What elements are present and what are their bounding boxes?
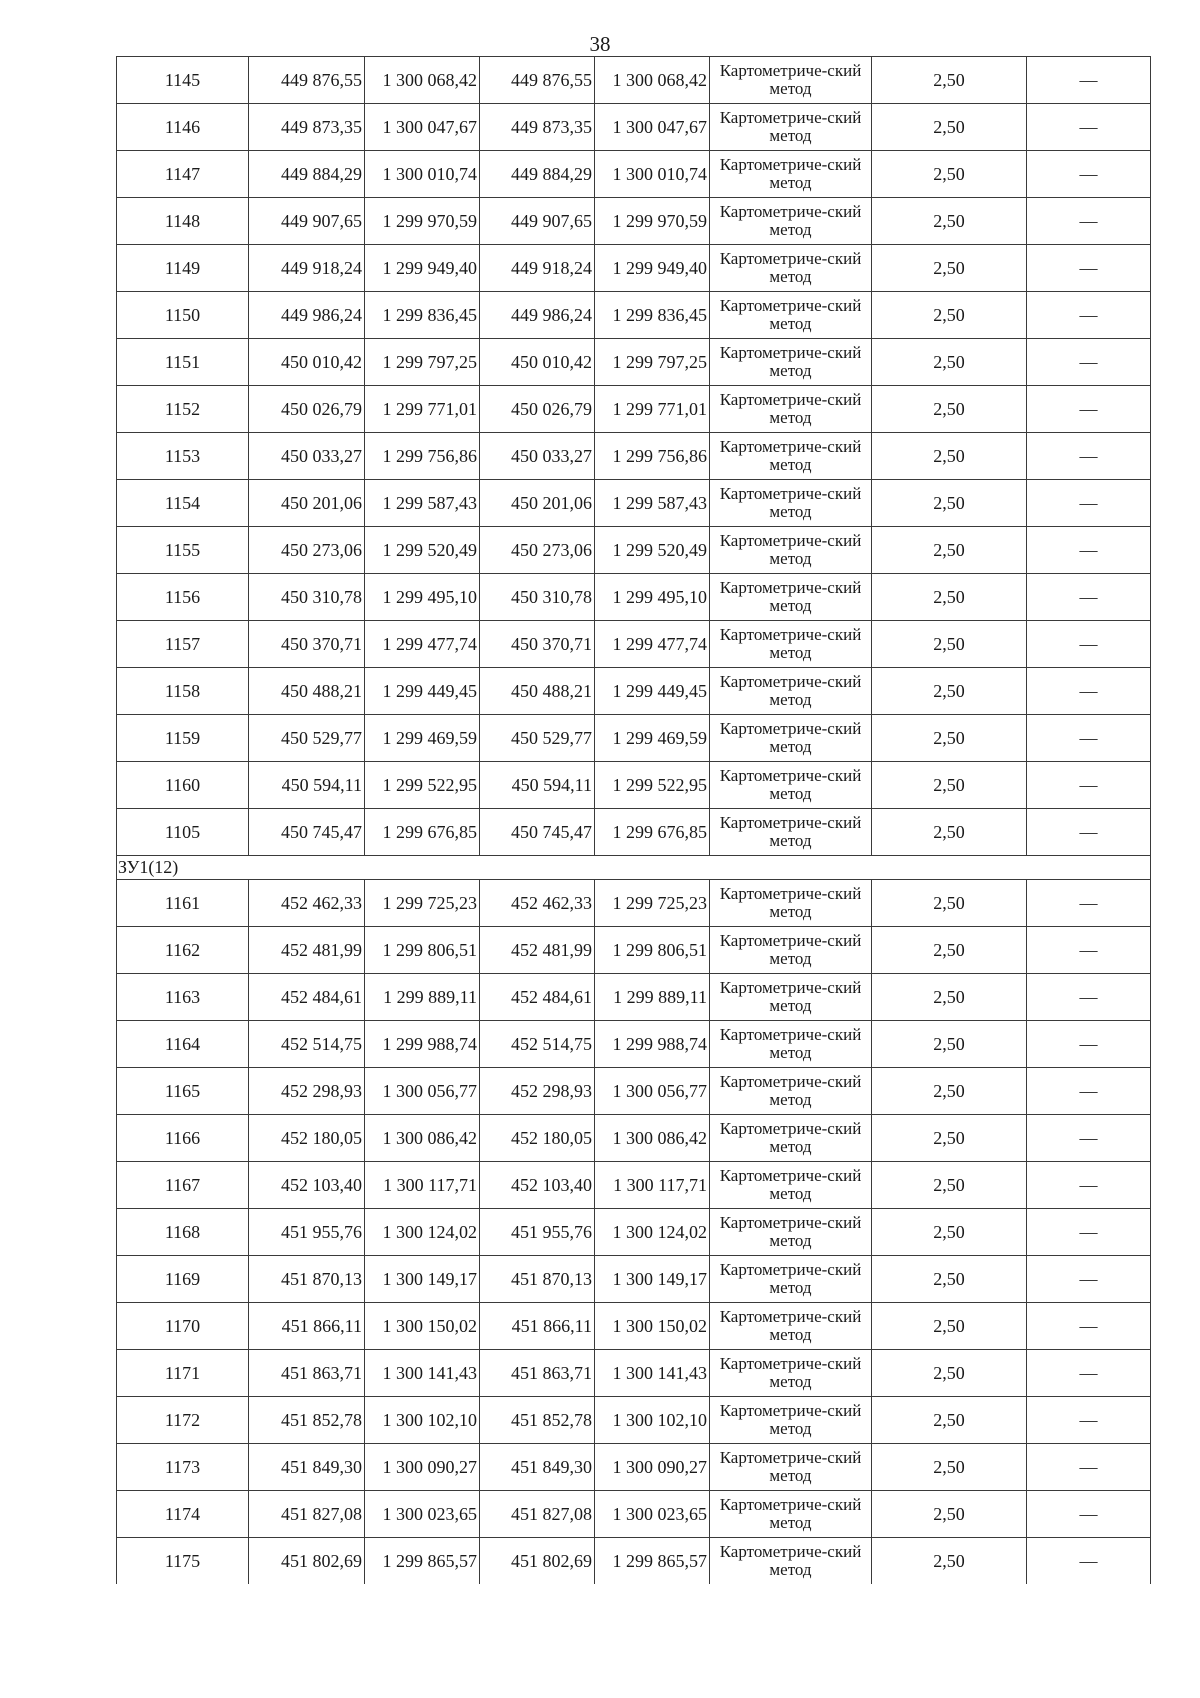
table-row <box>117 1021 1151 1068</box>
cell-point-id: 1105 <box>117 809 249 856</box>
cell-y-new: 1 300 086,42 <box>595 1115 710 1162</box>
table-row <box>117 1162 1151 1209</box>
cell-y-existing: 1 300 150,02 <box>365 1303 480 1350</box>
cell-point-id: 1151 <box>117 339 249 386</box>
cell-y-existing: 1 299 949,40 <box>365 245 480 292</box>
table-row <box>117 1209 1151 1256</box>
cell-precision: 2,50 <box>872 927 1027 974</box>
cell-x-existing: 450 033,27 <box>249 433 365 480</box>
cell-point-id: 1165 <box>117 1068 249 1115</box>
cell-y-existing: 1 299 806,51 <box>365 927 480 974</box>
cell-x-existing: 449 907,65 <box>249 198 365 245</box>
cell-y-new: 1 300 117,71 <box>595 1162 710 1209</box>
table-row <box>117 433 1151 480</box>
cell-x-existing: 449 986,24 <box>249 292 365 339</box>
cell-y-new: 1 299 797,25 <box>595 339 710 386</box>
cell-y-new: 1 299 477,74 <box>595 621 710 668</box>
cell-precision: 2,50 <box>872 1068 1027 1115</box>
cell-note: — <box>1027 1350 1151 1397</box>
cell-y-existing: 1 299 988,74 <box>365 1021 480 1068</box>
cell-y-existing: 1 300 047,67 <box>365 104 480 151</box>
cell-y-new: 1 300 149,17 <box>595 1256 710 1303</box>
cell-y-existing: 1 299 469,59 <box>365 715 480 762</box>
cell-y-existing: 1 300 124,02 <box>365 1209 480 1256</box>
cell-x-existing: 451 802,69 <box>249 1538 365 1585</box>
cell-method: Картометриче-ский метод <box>710 480 872 527</box>
table-row <box>117 574 1151 621</box>
cell-y-new: 1 300 150,02 <box>595 1303 710 1350</box>
cell-precision: 2,50 <box>872 974 1027 1021</box>
table-row <box>117 1303 1151 1350</box>
cell-note: — <box>1027 1444 1151 1491</box>
cell-point-id: 1166 <box>117 1115 249 1162</box>
cell-precision: 2,50 <box>872 1209 1027 1256</box>
cell-precision: 2,50 <box>872 809 1027 856</box>
cell-method: Картометриче-ский метод <box>710 1397 872 1444</box>
cell-point-id: 1157 <box>117 621 249 668</box>
table-row <box>117 1256 1151 1303</box>
cell-y-existing: 1 299 889,11 <box>365 974 480 1021</box>
cell-precision: 2,50 <box>872 104 1027 151</box>
cell-x-new: 450 033,27 <box>480 433 595 480</box>
cell-note: — <box>1027 1303 1151 1350</box>
cell-method: Картометриче-ский метод <box>710 668 872 715</box>
cell-x-new: 451 827,08 <box>480 1491 595 1538</box>
cell-x-existing: 451 827,08 <box>249 1491 365 1538</box>
cell-x-existing: 451 866,11 <box>249 1303 365 1350</box>
cell-note: — <box>1027 480 1151 527</box>
cell-point-id: 1163 <box>117 974 249 1021</box>
cell-x-existing: 452 481,99 <box>249 927 365 974</box>
cell-precision: 2,50 <box>872 151 1027 198</box>
cell-point-id: 1168 <box>117 1209 249 1256</box>
cell-y-new: 1 300 102,10 <box>595 1397 710 1444</box>
cell-y-existing: 1 299 676,85 <box>365 809 480 856</box>
cell-method: Картометриче-ский метод <box>710 1256 872 1303</box>
cell-y-existing: 1 300 117,71 <box>365 1162 480 1209</box>
cell-y-new: 1 299 587,43 <box>595 480 710 527</box>
cell-x-new: 451 863,71 <box>480 1350 595 1397</box>
cell-method: Картометриче-ский метод <box>710 1209 872 1256</box>
cell-method: Картометриче-ский метод <box>710 621 872 668</box>
cell-y-existing: 1 300 086,42 <box>365 1115 480 1162</box>
cell-y-new: 1 300 010,74 <box>595 151 710 198</box>
cell-note: — <box>1027 151 1151 198</box>
cell-method: Картометриче-ский метод <box>710 1068 872 1115</box>
cell-method: Картометриче-ский метод <box>710 1021 872 1068</box>
cell-x-existing: 451 870,13 <box>249 1256 365 1303</box>
cell-y-existing: 1 300 149,17 <box>365 1256 480 1303</box>
cell-x-new: 451 870,13 <box>480 1256 595 1303</box>
cell-x-new: 450 745,47 <box>480 809 595 856</box>
cell-precision: 2,50 <box>872 1256 1027 1303</box>
table-row <box>117 1115 1151 1162</box>
table-row <box>117 480 1151 527</box>
cell-note: — <box>1027 339 1151 386</box>
cell-x-new: 450 273,06 <box>480 527 595 574</box>
cell-method: Картометриче-ский метод <box>710 198 872 245</box>
cell-x-new: 449 907,65 <box>480 198 595 245</box>
cell-x-new: 449 873,35 <box>480 104 595 151</box>
cell-x-new: 452 180,05 <box>480 1115 595 1162</box>
cell-x-existing: 449 918,24 <box>249 245 365 292</box>
cell-point-id: 1164 <box>117 1021 249 1068</box>
cell-point-id: 1149 <box>117 245 249 292</box>
cell-y-existing: 1 299 865,57 <box>365 1538 480 1585</box>
cell-precision: 2,50 <box>872 1021 1027 1068</box>
table-row <box>117 974 1151 1021</box>
cell-x-new: 450 010,42 <box>480 339 595 386</box>
cell-note: — <box>1027 1397 1151 1444</box>
cell-x-existing: 450 745,47 <box>249 809 365 856</box>
cell-x-existing: 452 298,93 <box>249 1068 365 1115</box>
cell-note: — <box>1027 198 1151 245</box>
cell-note: — <box>1027 880 1151 927</box>
table-body <box>117 57 1151 1585</box>
cell-point-id: 1175 <box>117 1538 249 1585</box>
cell-note: — <box>1027 715 1151 762</box>
cell-method: Картометриче-ский метод <box>710 880 872 927</box>
cell-y-new: 1 300 056,77 <box>595 1068 710 1115</box>
cell-y-new: 1 299 449,45 <box>595 668 710 715</box>
cell-x-new: 451 955,76 <box>480 1209 595 1256</box>
cell-y-new: 1 299 520,49 <box>595 527 710 574</box>
table-row <box>117 1491 1151 1538</box>
cell-point-id: 1147 <box>117 151 249 198</box>
cell-precision: 2,50 <box>872 386 1027 433</box>
cell-x-existing: 452 180,05 <box>249 1115 365 1162</box>
cell-precision: 2,50 <box>872 762 1027 809</box>
cell-y-new: 1 299 756,86 <box>595 433 710 480</box>
table-row <box>117 104 1151 151</box>
cell-x-existing: 451 852,78 <box>249 1397 365 1444</box>
cell-y-new: 1 299 725,23 <box>595 880 710 927</box>
table-row <box>117 809 1151 856</box>
cell-x-new: 450 529,77 <box>480 715 595 762</box>
cell-y-new: 1 300 047,67 <box>595 104 710 151</box>
table-row <box>117 198 1151 245</box>
cell-method: Картометриче-ский метод <box>710 927 872 974</box>
cell-x-existing: 450 273,06 <box>249 527 365 574</box>
cell-x-new: 450 488,21 <box>480 668 595 715</box>
cell-method: Картометриче-ский метод <box>710 1444 872 1491</box>
cell-method: Картометриче-ский метод <box>710 1162 872 1209</box>
cell-x-new: 451 852,78 <box>480 1397 595 1444</box>
cell-x-existing: 451 955,76 <box>249 1209 365 1256</box>
cell-x-new: 450 594,11 <box>480 762 595 809</box>
cell-method: Картометриче-ский метод <box>710 1491 872 1538</box>
cell-precision: 2,50 <box>872 668 1027 715</box>
cell-precision: 2,50 <box>872 480 1027 527</box>
cell-point-id: 1150 <box>117 292 249 339</box>
cell-note: — <box>1027 1538 1151 1585</box>
cell-y-existing: 1 300 068,42 <box>365 57 480 104</box>
cell-point-id: 1167 <box>117 1162 249 1209</box>
cell-precision: 2,50 <box>872 880 1027 927</box>
cell-y-existing: 1 300 141,43 <box>365 1350 480 1397</box>
cell-y-existing: 1 299 797,25 <box>365 339 480 386</box>
cell-note: — <box>1027 57 1151 104</box>
cell-point-id: 1152 <box>117 386 249 433</box>
table-row <box>117 1350 1151 1397</box>
cell-point-id: 1154 <box>117 480 249 527</box>
cell-y-existing: 1 299 587,43 <box>365 480 480 527</box>
cell-method: Картометриче-ский метод <box>710 245 872 292</box>
cell-method: Картометриче-ский метод <box>710 292 872 339</box>
cell-y-existing: 1 299 495,10 <box>365 574 480 621</box>
cell-y-new: 1 300 068,42 <box>595 57 710 104</box>
cell-note: — <box>1027 433 1151 480</box>
cell-point-id: 1172 <box>117 1397 249 1444</box>
cell-method: Картометриче-ский метод <box>710 762 872 809</box>
table-row <box>117 621 1151 668</box>
cell-x-new: 449 986,24 <box>480 292 595 339</box>
cell-note: — <box>1027 386 1151 433</box>
page-number: 38 <box>589 32 611 56</box>
cell-y-new: 1 299 889,11 <box>595 974 710 1021</box>
table-row <box>117 245 1151 292</box>
cell-point-id: 1161 <box>117 880 249 927</box>
cell-note: — <box>1027 1256 1151 1303</box>
cell-y-existing: 1 299 477,74 <box>365 621 480 668</box>
table-row <box>117 57 1151 104</box>
cell-precision: 2,50 <box>872 715 1027 762</box>
cell-x-new: 450 310,78 <box>480 574 595 621</box>
cell-method: Картометриче-ский метод <box>710 339 872 386</box>
cell-note: — <box>1027 762 1151 809</box>
cell-note: — <box>1027 1068 1151 1115</box>
cell-x-existing: 452 462,33 <box>249 880 365 927</box>
cell-point-id: 1170 <box>117 1303 249 1350</box>
cell-point-id: 1174 <box>117 1491 249 1538</box>
cell-y-existing: 1 300 056,77 <box>365 1068 480 1115</box>
cell-precision: 2,50 <box>872 574 1027 621</box>
cell-method: Картометриче-ский метод <box>710 527 872 574</box>
cell-method: Картометриче-ский метод <box>710 1350 872 1397</box>
cell-x-existing: 450 370,71 <box>249 621 365 668</box>
table-row <box>117 339 1151 386</box>
cell-y-existing: 1 300 023,65 <box>365 1491 480 1538</box>
cell-x-existing: 449 873,35 <box>249 104 365 151</box>
cell-x-existing: 450 529,77 <box>249 715 365 762</box>
cell-note: — <box>1027 1115 1151 1162</box>
cell-point-id: 1158 <box>117 668 249 715</box>
cell-x-existing: 449 876,55 <box>249 57 365 104</box>
cell-x-new: 452 103,40 <box>480 1162 595 1209</box>
cell-note: — <box>1027 574 1151 621</box>
table-row <box>117 292 1151 339</box>
cell-method: Картометриче-ский метод <box>710 1538 872 1585</box>
cell-y-new: 1 299 771,01 <box>595 386 710 433</box>
cell-precision: 2,50 <box>872 1397 1027 1444</box>
cell-y-existing: 1 299 836,45 <box>365 292 480 339</box>
cell-y-new: 1 300 124,02 <box>595 1209 710 1256</box>
section-row <box>117 856 1151 880</box>
table-row <box>117 527 1151 574</box>
cell-method: Картометриче-ский метод <box>710 974 872 1021</box>
table-row <box>117 1068 1151 1115</box>
cell-y-new: 1 299 865,57 <box>595 1538 710 1585</box>
cell-x-existing: 450 026,79 <box>249 386 365 433</box>
cell-method: Картометриче-ский метод <box>710 57 872 104</box>
cell-x-new: 452 462,33 <box>480 880 595 927</box>
cell-point-id: 1159 <box>117 715 249 762</box>
cell-x-existing: 452 484,61 <box>249 974 365 1021</box>
cell-point-id: 1169 <box>117 1256 249 1303</box>
cell-precision: 2,50 <box>872 1162 1027 1209</box>
cell-y-new: 1 300 141,43 <box>595 1350 710 1397</box>
cell-y-existing: 1 299 449,45 <box>365 668 480 715</box>
cell-y-existing: 1 299 771,01 <box>365 386 480 433</box>
table-row <box>117 1444 1151 1491</box>
table-row <box>117 715 1151 762</box>
table-row <box>117 762 1151 809</box>
cell-y-new: 1 300 023,65 <box>595 1491 710 1538</box>
cell-precision: 2,50 <box>872 433 1027 480</box>
cell-note: — <box>1027 104 1151 151</box>
cell-y-new: 1 299 495,10 <box>595 574 710 621</box>
cell-precision: 2,50 <box>872 1350 1027 1397</box>
cell-x-new: 449 884,29 <box>480 151 595 198</box>
cell-note: — <box>1027 1209 1151 1256</box>
cell-x-existing: 450 310,78 <box>249 574 365 621</box>
cell-note: — <box>1027 927 1151 974</box>
table-row <box>117 386 1151 433</box>
cell-method: Картометриче-ский метод <box>710 574 872 621</box>
cell-x-new: 450 026,79 <box>480 386 595 433</box>
cell-precision: 2,50 <box>872 1444 1027 1491</box>
cell-x-new: 450 370,71 <box>480 621 595 668</box>
cell-y-new: 1 299 469,59 <box>595 715 710 762</box>
cell-y-new: 1 299 836,45 <box>595 292 710 339</box>
cell-point-id: 1160 <box>117 762 249 809</box>
cell-x-new: 449 918,24 <box>480 245 595 292</box>
cell-x-new: 451 802,69 <box>480 1538 595 1585</box>
cell-y-existing: 1 300 102,10 <box>365 1397 480 1444</box>
cell-y-new: 1 299 949,40 <box>595 245 710 292</box>
cell-method: Картометриче-ский метод <box>710 1303 872 1350</box>
cell-method: Картометриче-ский метод <box>710 104 872 151</box>
cell-point-id: 1156 <box>117 574 249 621</box>
cell-x-new: 450 201,06 <box>480 480 595 527</box>
cell-precision: 2,50 <box>872 621 1027 668</box>
cell-point-id: 1153 <box>117 433 249 480</box>
cell-x-existing: 450 594,11 <box>249 762 365 809</box>
cell-y-existing: 1 299 756,86 <box>365 433 480 480</box>
cell-precision: 2,50 <box>872 1491 1027 1538</box>
cell-note: — <box>1027 1021 1151 1068</box>
cell-x-existing: 452 103,40 <box>249 1162 365 1209</box>
table-row <box>117 927 1151 974</box>
cell-x-new: 452 298,93 <box>480 1068 595 1115</box>
cell-x-new: 451 866,11 <box>480 1303 595 1350</box>
cell-point-id: 1146 <box>117 104 249 151</box>
cell-note: — <box>1027 1162 1151 1209</box>
table-row <box>117 151 1151 198</box>
cell-point-id: 1145 <box>117 57 249 104</box>
cell-y-existing: 1 299 970,59 <box>365 198 480 245</box>
cell-note: — <box>1027 621 1151 668</box>
cell-method: Картометриче-ский метод <box>710 386 872 433</box>
cell-x-existing: 452 514,75 <box>249 1021 365 1068</box>
cell-x-new: 449 876,55 <box>480 57 595 104</box>
cell-x-existing: 449 884,29 <box>249 151 365 198</box>
cell-y-existing: 1 300 010,74 <box>365 151 480 198</box>
cell-x-new: 452 481,99 <box>480 927 595 974</box>
cell-precision: 2,50 <box>872 1303 1027 1350</box>
cell-note: — <box>1027 527 1151 574</box>
cell-y-new: 1 299 522,95 <box>595 762 710 809</box>
cell-y-new: 1 299 988,74 <box>595 1021 710 1068</box>
cell-precision: 2,50 <box>872 198 1027 245</box>
cell-y-existing: 1 299 522,95 <box>365 762 480 809</box>
cell-point-id: 1155 <box>117 527 249 574</box>
cell-note: — <box>1027 245 1151 292</box>
cell-precision: 2,50 <box>872 57 1027 104</box>
cell-y-new: 1 299 970,59 <box>595 198 710 245</box>
table-row <box>117 1397 1151 1444</box>
cell-precision: 2,50 <box>872 339 1027 386</box>
cell-method: Картометриче-ский метод <box>710 151 872 198</box>
cell-x-new: 452 514,75 <box>480 1021 595 1068</box>
table-row <box>117 880 1151 927</box>
cell-y-new: 1 300 090,27 <box>595 1444 710 1491</box>
cell-note: — <box>1027 1491 1151 1538</box>
cell-precision: 2,50 <box>872 292 1027 339</box>
cell-method: Картометриче-ский метод <box>710 715 872 762</box>
cell-y-new: 1 299 806,51 <box>595 927 710 974</box>
cell-note: — <box>1027 292 1151 339</box>
cell-y-new: 1 299 676,85 <box>595 809 710 856</box>
cell-x-existing: 451 849,30 <box>249 1444 365 1491</box>
table-row <box>117 1538 1151 1585</box>
cell-precision: 2,50 <box>872 1538 1027 1585</box>
cell-y-existing: 1 299 725,23 <box>365 880 480 927</box>
cell-x-existing: 451 863,71 <box>249 1350 365 1397</box>
cell-note: — <box>1027 668 1151 715</box>
table-row <box>117 668 1151 715</box>
cell-y-existing: 1 299 520,49 <box>365 527 480 574</box>
cell-note: — <box>1027 809 1151 856</box>
cell-method: Картометриче-ский метод <box>710 809 872 856</box>
cell-x-new: 451 849,30 <box>480 1444 595 1491</box>
cell-precision: 2,50 <box>872 1115 1027 1162</box>
cell-note: — <box>1027 974 1151 1021</box>
cell-precision: 2,50 <box>872 245 1027 292</box>
cell-x-new: 452 484,61 <box>480 974 595 1021</box>
cell-point-id: 1148 <box>117 198 249 245</box>
cell-x-existing: 450 010,42 <box>249 339 365 386</box>
cell-x-existing: 450 488,21 <box>249 668 365 715</box>
cell-point-id: 1173 <box>117 1444 249 1491</box>
cell-x-existing: 450 201,06 <box>249 480 365 527</box>
cell-point-id: 1162 <box>117 927 249 974</box>
cell-y-existing: 1 300 090,27 <box>365 1444 480 1491</box>
cell-method: Картометриче-ский метод <box>710 1115 872 1162</box>
cell-point-id: 1171 <box>117 1350 249 1397</box>
section-label: ЗУ1(12) <box>117 856 1151 880</box>
cell-precision: 2,50 <box>872 527 1027 574</box>
cell-method: Картометриче-ский метод <box>710 433 872 480</box>
coordinates-table <box>116 56 1151 1584</box>
